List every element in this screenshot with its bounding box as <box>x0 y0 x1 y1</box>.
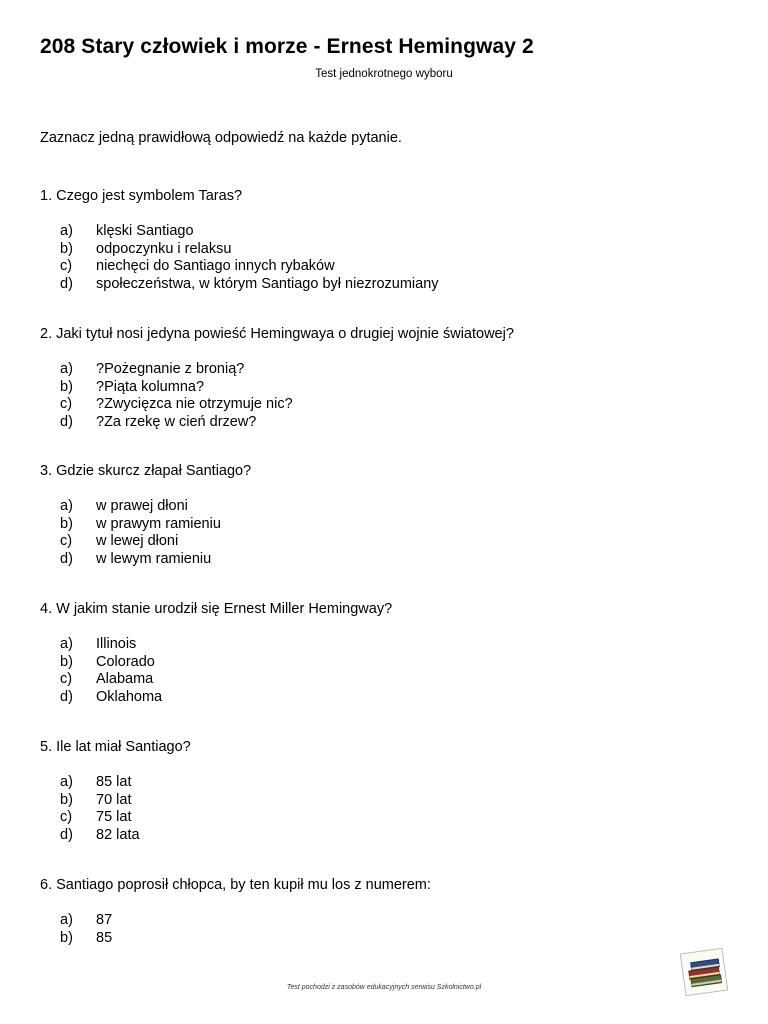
option-d <box>40 551 740 569</box>
option-text: niechęci do Santiago innych rybaków <box>96 258 335 274</box>
option-d <box>40 689 740 707</box>
option-text: 85 lat <box>96 774 132 790</box>
option-d <box>40 414 740 432</box>
instruction-text: Zaznacz jedną prawidłową odpowiedź na każde pytanie. <box>40 130 402 146</box>
option-text: w prawej dłoni <box>96 498 188 514</box>
question-2 <box>40 326 740 431</box>
option-a <box>40 498 740 516</box>
question-text: 2. Jaki tytuł nosi jedyna powieść Hemingwaya o drugiej wojnie światowej? <box>40 326 514 342</box>
options-list <box>40 912 740 947</box>
books-icon <box>680 948 728 996</box>
options-list <box>40 498 740 568</box>
option-b <box>40 241 740 259</box>
option-letter: c) <box>60 258 73 274</box>
option-text: ?Zwycięzca nie otrzymuje nic? <box>96 396 293 412</box>
question-text: 6. Santiago poprosił chłopca, by ten kupił mu los z numerem: <box>40 877 431 893</box>
options-list <box>40 636 740 706</box>
option-text: Alabama <box>96 671 154 687</box>
option-text: 75 lat <box>96 809 132 825</box>
question-text: 3. Gdzie skurcz złapał Santiago? <box>40 463 252 479</box>
option-c <box>40 533 740 551</box>
question-6 <box>40 877 740 947</box>
option-letter: a) <box>60 912 73 928</box>
option-text: odpoczynku i relaksu <box>96 240 232 257</box>
option-c <box>40 258 740 276</box>
option-a <box>40 912 740 930</box>
question-4 <box>40 601 740 706</box>
option-letter: b) <box>60 378 73 395</box>
option-text: Illinois <box>96 636 137 652</box>
option-c <box>40 809 740 827</box>
option-letter: d) <box>60 413 73 430</box>
option-a <box>40 774 740 792</box>
option-letter: b) <box>60 791 73 808</box>
option-letter: c) <box>60 809 73 825</box>
option-d <box>40 276 740 294</box>
option-letter: a) <box>60 774 73 790</box>
footer-note: Test pochodzi z zasobów edukacyjnych serwisu Szkolnictwo.pl <box>286 984 482 991</box>
option-letter: c) <box>60 671 73 687</box>
option-b <box>40 379 740 397</box>
options-list <box>40 223 740 293</box>
option-letter: a) <box>60 636 73 652</box>
option-d <box>40 827 740 845</box>
option-text: ?Za rzekę w cień drzew? <box>96 413 257 430</box>
option-text: w lewym ramieniu <box>96 550 212 567</box>
option-letter: b) <box>60 515 73 532</box>
option-letter: b) <box>60 653 73 670</box>
option-text: 87 <box>96 912 113 928</box>
option-text: Oklahoma <box>96 688 163 705</box>
option-b <box>40 516 740 534</box>
option-text: społeczeństwa, w którym Santiago był niezrozumiany <box>96 275 439 292</box>
option-text: 85 <box>96 929 113 946</box>
question-text: 5. Ile lat miał Santiago? <box>40 739 191 755</box>
option-letter: a) <box>60 361 73 377</box>
options-list <box>40 774 740 844</box>
option-text: klęski Santiago <box>96 223 194 239</box>
question-5 <box>40 739 740 844</box>
option-letter: d) <box>60 275 73 292</box>
option-text: Colorado <box>96 653 155 670</box>
option-text: w prawym ramieniu <box>96 515 221 532</box>
option-c <box>40 671 740 689</box>
option-letter: d) <box>60 826 73 843</box>
options-list <box>40 361 740 431</box>
option-letter: a) <box>60 223 73 239</box>
option-letter: d) <box>60 550 73 567</box>
option-letter: d) <box>60 688 73 705</box>
page-title: 208 Stary człowiek i morze - Ernest Hemingway 2 <box>40 35 534 58</box>
option-a <box>40 636 740 654</box>
option-text: 70 lat <box>96 791 132 808</box>
option-a <box>40 361 740 379</box>
option-letter: b) <box>60 929 73 946</box>
option-b <box>40 792 740 810</box>
option-text: w lewej dłoni <box>96 533 179 549</box>
question-3 <box>40 463 740 568</box>
question-text: 4. W jakim stanie urodził się Ernest Miller Hemingway? <box>40 601 393 617</box>
page-subtitle: Test jednokrotnego wyboru <box>315 68 453 80</box>
option-text: 82 lata <box>96 826 140 843</box>
question-1 <box>40 188 740 293</box>
option-text: ?Pożegnanie z bronią? <box>96 361 245 377</box>
option-letter: a) <box>60 498 73 514</box>
option-text: ?Piąta kolumna? <box>96 378 205 395</box>
question-text: 1. Czego jest symbolem Taras? <box>40 188 243 204</box>
option-letter: c) <box>60 533 73 549</box>
option-b <box>40 930 740 948</box>
option-letter: c) <box>60 396 73 412</box>
option-b <box>40 654 740 672</box>
option-c <box>40 396 740 414</box>
option-letter: b) <box>60 240 73 257</box>
option-a <box>40 223 740 241</box>
